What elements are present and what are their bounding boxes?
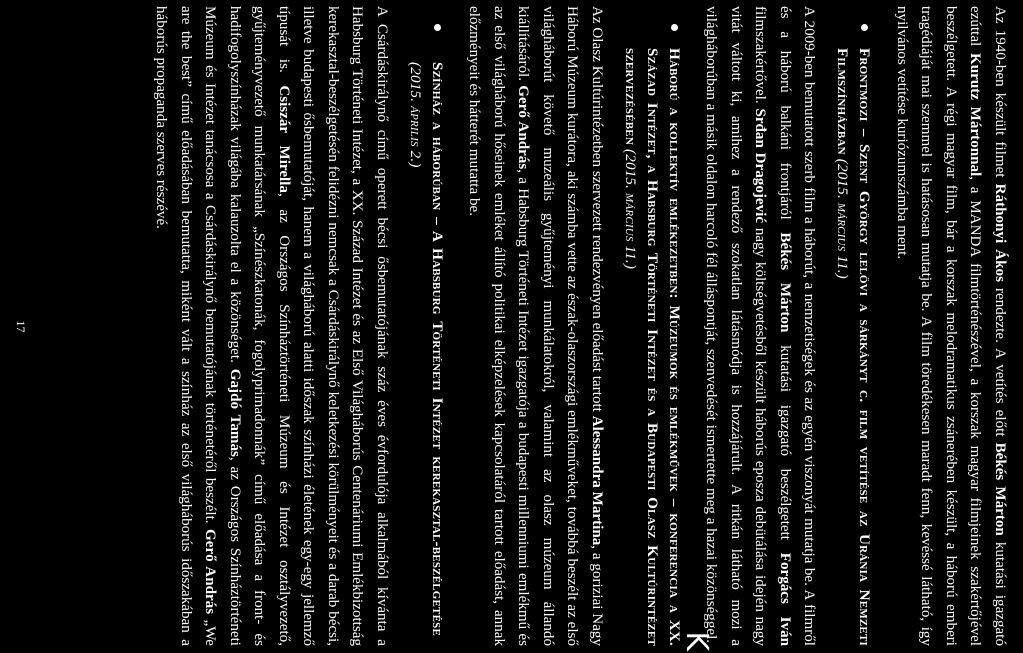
person-name: Srđan Dragojević — [752, 108, 769, 224]
section-date: (2015. március 11.) — [834, 158, 851, 279]
person-name: Gajdó Tamás — [227, 368, 243, 457]
section-heading-conference — [619, 6, 685, 646]
section-body-theatre — [149, 6, 394, 646]
person-name: Gerő András — [202, 529, 219, 615]
bullet-icon — [434, 24, 441, 31]
person-name: Forgács Iván — [777, 552, 793, 647]
bullet-icon — [671, 24, 678, 31]
section-body-conference — [462, 6, 609, 646]
section-date: (2015. március 11.) — [622, 148, 638, 270]
page-number: 17 — [14, 320, 28, 333]
bullet-icon — [862, 24, 869, 31]
person-name: Csiszár Mirella — [276, 85, 292, 193]
text-run: A Csárdáskirálynő című operett bécsi ősbemutatójának száz éves évfordulója alkalmából kívánta a Habsburg Történeti Intézet, a XX. Század Intézet és az Első Világháborús Centenáriumi Emlékbizottság kerekasztal-beszélgetésén felidézni nemcsak a Csárdáskirálynő keletkezési körülményeit és a darab bécsi, illetve budapesti ősbemutatóját, hanem a világháború alatti időszak színházi életének egy-egy jellemző típusát is. — [276, 6, 390, 646]
person-name: Békés Márton — [992, 442, 1008, 536]
text-run: „We are the best” című előadásában bemutatta, miként vált a színház az első világháborús időszakában a háborús propaganda szerves részévé. — [153, 6, 219, 646]
text-run: , az Országos Színháztörténeti Múzeum és Intézet tanácsosa a Csárdáskirálynő bemutatójának történetéről beszélt. — [202, 6, 243, 647]
text-run: kutatási igazgató ezúttal — [967, 6, 1008, 646]
person-name: Gerő András — [515, 85, 532, 170]
text-run: A 2009-ben bemutatott szerb film a háborút, a nemzetiségek és az egyén viszonyát mutatja be. A filmről és a háború balkáni frontjáról — [777, 6, 818, 646]
text-run: , az Országos Színháztörténeti Múzeum és Intézet osztályvezető, gyűjteményvezető munkatársának „Színészkatonák, fogolyprimadonnák” című előadása a front- és hadifogolyszínházak világába kalauzolta el a közönséget. — [227, 6, 292, 646]
person-name: Alessandra Martina — [589, 415, 605, 546]
corner-mark: K — [679, 631, 714, 651]
section-body-frontmozi — [699, 6, 822, 646]
text-run: Az 1940-ben készült filmet — [992, 6, 1008, 184]
page-content — [135, 6, 1012, 646]
section-title: Színház a háborúban – A Habsburg Történeti Intézet kerekasztal-beszélgetése — [429, 62, 445, 636]
section-heading-theatre — [404, 6, 448, 646]
text-run: rendezte. A vetítés előtt — [992, 281, 1008, 443]
section-date: (2015. április 2.) — [407, 62, 423, 168]
section-title: Frontmozi – Szent György lelövi a sárkányt c. film vetítése az Uránia Nemzeti Filmszínházban — [834, 48, 873, 646]
text-run: , a Habsburg Történeti Intézet igazgatója a budapesti millenniumi emlékmű és az első világháború hőseinek emléket állító politikai elképzelések kapcsolatáról tartott előadást, annak előzményeit és hátterét mutatta be. — [466, 6, 532, 646]
person-name: Békés Márton — [777, 232, 793, 333]
person-name: Ráthonyi Ákos — [992, 183, 1008, 282]
section-title: Háború a kollektív emlékezetben: Múzeumok és emlékművek – konferencia a XX. Század Intézet, a Habsburg Történeti Intézet és a Budapesti Olasz Kultúrintézet szervezésében — [622, 48, 682, 646]
person-name: Kurutz Mártonnal — [967, 52, 984, 177]
text-run: kutatási igazgató beszélgetett — [777, 332, 793, 553]
text-run: nagy költségvetésből készült háborús eposza debütálása idején nagy vitát váltott ki, amihez a rendező szokatlan látásmódja is hozzájárult. A ritkán látható mozi a világháborúban a másik oldalon harcoló fél álláspontját, szenvedését ismertette meg a hazai közönséggel. — [703, 6, 769, 646]
text-run: , a MANDA filmtörténészével, a korszak magyar filmjeinek szakértőjével beszélgetett. A régi magyar film, bár a korszak melodramatikus zsánerében készült, a háború emberi tragédiáját mai szemmel is hatásosan mutatja be. A film töredékesen maradt fenn, kevéssé látható, így nyilvános vetítése kuriózumszámba ment. — [894, 6, 984, 646]
text-run: Az Olasz Kultúrintézetben szervezett rendezvényen előadást tartott — [589, 6, 605, 416]
text-run: , a goriziai Nagy Háború Múzeum kurátora, aki számba vette az észak-olaszországi emlékműveket, továbbá beszélt az első világháborút követő muzeális gyűjteményi munkálatokról, valamint az olasz múzeum állandó kiállításáról. — [515, 6, 605, 646]
text-run: filmszakértővel. — [752, 6, 769, 109]
section-heading-frontmozi — [832, 6, 876, 646]
intro-paragraph — [890, 6, 1013, 646]
